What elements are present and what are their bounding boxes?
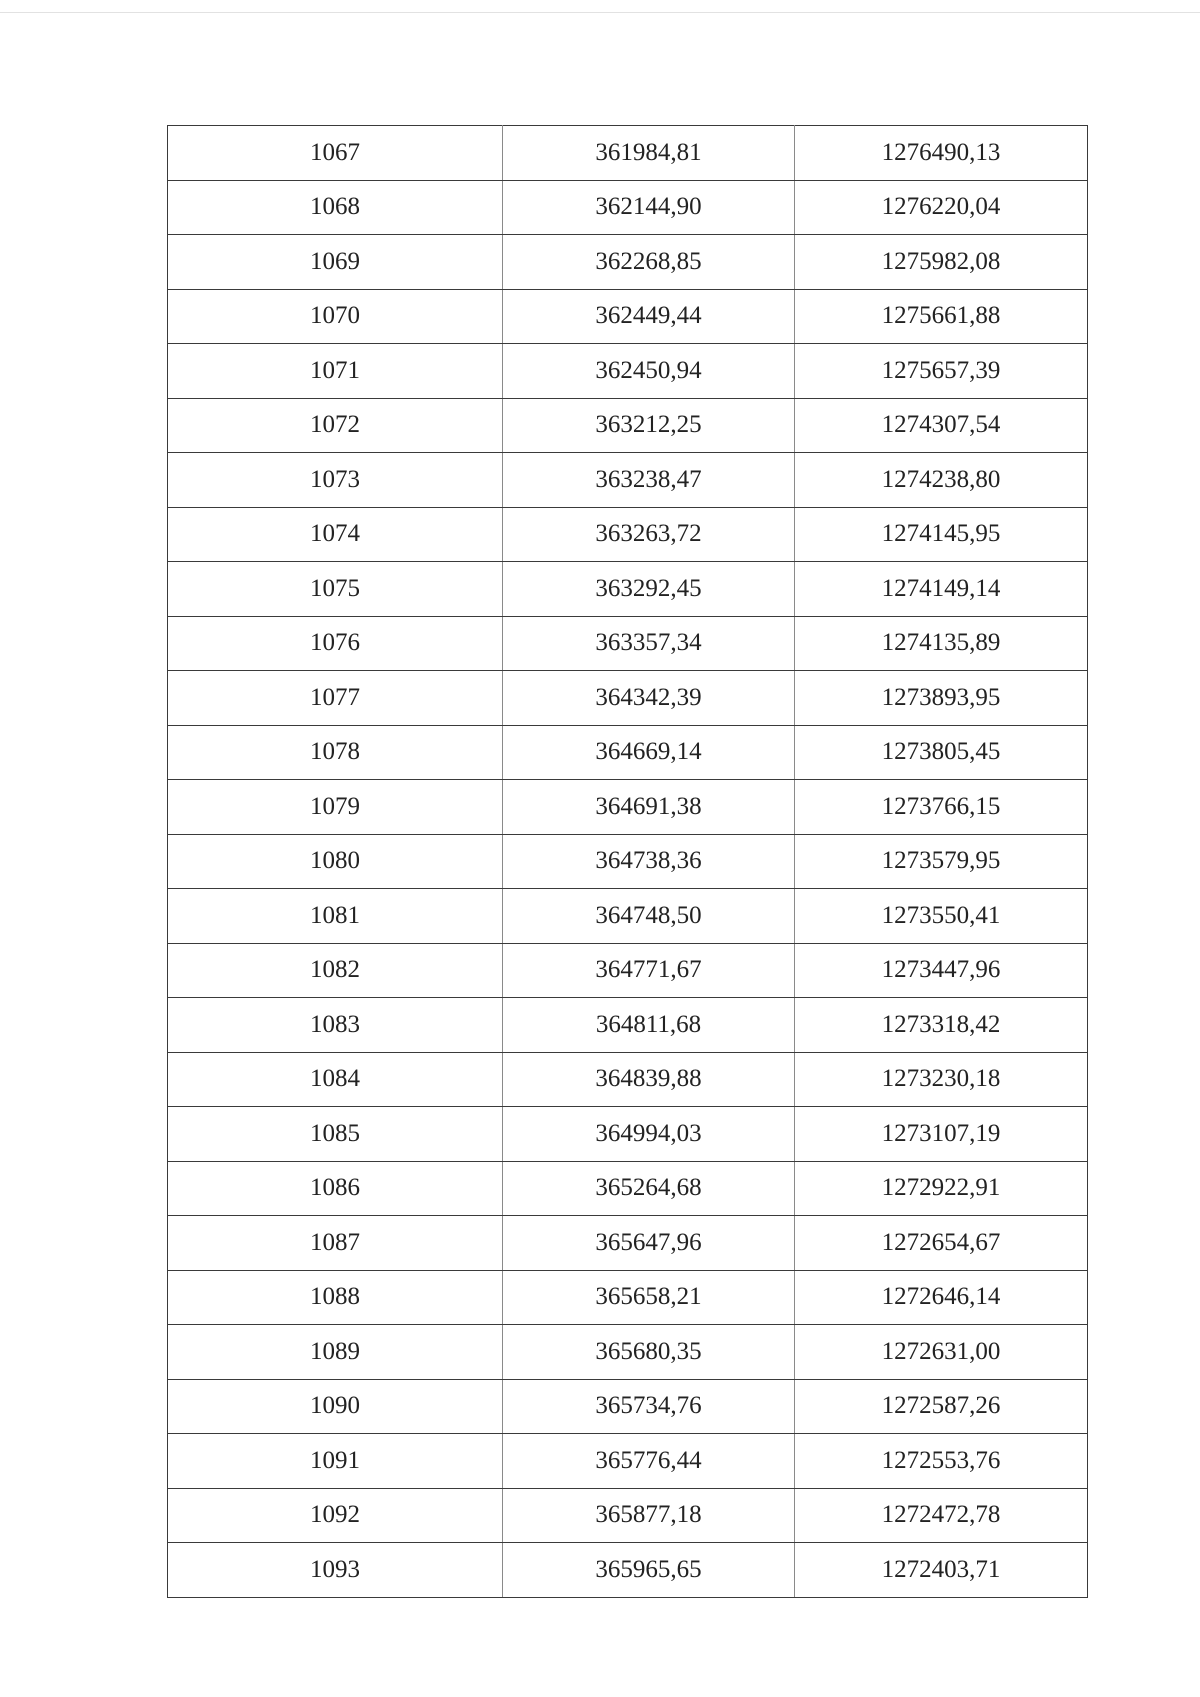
table-row bbox=[168, 671, 1088, 726]
y-coordinate-cell: 1274135,89 bbox=[795, 616, 1088, 671]
point-number-cell: 1081 bbox=[168, 889, 503, 944]
table-row bbox=[168, 943, 1088, 998]
y-coordinate-cell: 1275982,08 bbox=[795, 235, 1088, 290]
table-row bbox=[168, 1270, 1088, 1325]
y-coordinate-cell: 1272631,00 bbox=[795, 1325, 1088, 1380]
table-row bbox=[168, 998, 1088, 1053]
point-number-cell: 1076 bbox=[168, 616, 503, 671]
point-number-cell: 1071 bbox=[168, 344, 503, 399]
table-row bbox=[168, 1543, 1088, 1598]
x-coordinate-cell: 364994,03 bbox=[503, 1107, 795, 1162]
x-coordinate-cell: 362144,90 bbox=[503, 180, 795, 235]
table-row bbox=[168, 235, 1088, 290]
table-row bbox=[168, 1161, 1088, 1216]
y-coordinate-cell: 1273447,96 bbox=[795, 943, 1088, 998]
x-coordinate-cell: 364811,68 bbox=[503, 998, 795, 1053]
x-coordinate-cell: 365647,96 bbox=[503, 1216, 795, 1271]
x-coordinate-cell: 363357,34 bbox=[503, 616, 795, 671]
y-coordinate-cell: 1273107,19 bbox=[795, 1107, 1088, 1162]
point-number-cell: 1077 bbox=[168, 671, 503, 726]
table-row bbox=[168, 889, 1088, 944]
x-coordinate-cell: 365680,35 bbox=[503, 1325, 795, 1380]
x-coordinate-cell: 364691,38 bbox=[503, 780, 795, 835]
point-number-cell: 1088 bbox=[168, 1270, 503, 1325]
y-coordinate-cell: 1273230,18 bbox=[795, 1052, 1088, 1107]
y-coordinate-cell: 1272553,76 bbox=[795, 1434, 1088, 1489]
table-row bbox=[168, 1216, 1088, 1271]
y-coordinate-cell: 1274238,80 bbox=[795, 453, 1088, 508]
x-coordinate-cell: 365965,65 bbox=[503, 1543, 795, 1598]
y-coordinate-cell: 1275661,88 bbox=[795, 289, 1088, 344]
y-coordinate-cell: 1273579,95 bbox=[795, 834, 1088, 889]
table-row bbox=[168, 834, 1088, 889]
y-coordinate-cell: 1274149,14 bbox=[795, 562, 1088, 617]
point-number-cell: 1070 bbox=[168, 289, 503, 344]
point-number-cell: 1074 bbox=[168, 507, 503, 562]
x-coordinate-cell: 362268,85 bbox=[503, 235, 795, 290]
table-row bbox=[168, 344, 1088, 399]
x-coordinate-cell: 363292,45 bbox=[503, 562, 795, 617]
y-coordinate-cell: 1275657,39 bbox=[795, 344, 1088, 399]
point-number-cell: 1093 bbox=[168, 1543, 503, 1598]
x-coordinate-cell: 365264,68 bbox=[503, 1161, 795, 1216]
point-number-cell: 1068 bbox=[168, 180, 503, 235]
x-coordinate-cell: 364342,39 bbox=[503, 671, 795, 726]
y-coordinate-cell: 1272587,26 bbox=[795, 1379, 1088, 1434]
x-coordinate-cell: 362450,94 bbox=[503, 344, 795, 399]
y-coordinate-cell: 1276490,13 bbox=[795, 126, 1088, 181]
point-number-cell: 1087 bbox=[168, 1216, 503, 1271]
point-number-cell: 1069 bbox=[168, 235, 503, 290]
point-number-cell: 1084 bbox=[168, 1052, 503, 1107]
point-number-cell: 1080 bbox=[168, 834, 503, 889]
table-row bbox=[168, 1434, 1088, 1489]
x-coordinate-cell: 364771,67 bbox=[503, 943, 795, 998]
table-row bbox=[168, 453, 1088, 508]
y-coordinate-cell: 1272646,14 bbox=[795, 1270, 1088, 1325]
y-coordinate-cell: 1272654,67 bbox=[795, 1216, 1088, 1271]
table-row bbox=[168, 1107, 1088, 1162]
y-coordinate-cell: 1273318,42 bbox=[795, 998, 1088, 1053]
x-coordinate-cell: 361984,81 bbox=[503, 126, 795, 181]
table-row bbox=[168, 1488, 1088, 1543]
point-number-cell: 1067 bbox=[168, 126, 503, 181]
x-coordinate-cell: 365658,21 bbox=[503, 1270, 795, 1325]
x-coordinate-cell: 364738,36 bbox=[503, 834, 795, 889]
table-row bbox=[168, 398, 1088, 453]
y-coordinate-cell: 1273550,41 bbox=[795, 889, 1088, 944]
y-coordinate-cell: 1273805,45 bbox=[795, 725, 1088, 780]
point-number-cell: 1073 bbox=[168, 453, 503, 508]
point-number-cell: 1085 bbox=[168, 1107, 503, 1162]
table-row bbox=[168, 562, 1088, 617]
x-coordinate-cell: 363238,47 bbox=[503, 453, 795, 508]
y-coordinate-cell: 1272922,91 bbox=[795, 1161, 1088, 1216]
point-number-cell: 1091 bbox=[168, 1434, 503, 1489]
y-coordinate-cell: 1274145,95 bbox=[795, 507, 1088, 562]
x-coordinate-cell: 365877,18 bbox=[503, 1488, 795, 1543]
table-row bbox=[168, 507, 1088, 562]
point-number-cell: 1092 bbox=[168, 1488, 503, 1543]
coordinates-table bbox=[167, 125, 1088, 1598]
x-coordinate-cell: 363263,72 bbox=[503, 507, 795, 562]
x-coordinate-cell: 365776,44 bbox=[503, 1434, 795, 1489]
y-coordinate-cell: 1272403,71 bbox=[795, 1543, 1088, 1598]
y-coordinate-cell: 1276220,04 bbox=[795, 180, 1088, 235]
x-coordinate-cell: 364748,50 bbox=[503, 889, 795, 944]
y-coordinate-cell: 1273893,95 bbox=[795, 671, 1088, 726]
point-number-cell: 1078 bbox=[168, 725, 503, 780]
point-number-cell: 1090 bbox=[168, 1379, 503, 1434]
point-number-cell: 1075 bbox=[168, 562, 503, 617]
x-coordinate-cell: 365734,76 bbox=[503, 1379, 795, 1434]
x-coordinate-cell: 362449,44 bbox=[503, 289, 795, 344]
table-row bbox=[168, 616, 1088, 671]
coordinates-table-body bbox=[168, 126, 1088, 1598]
table-row bbox=[168, 289, 1088, 344]
table-row bbox=[168, 725, 1088, 780]
scan-top-edge bbox=[0, 12, 1200, 13]
point-number-cell: 1086 bbox=[168, 1161, 503, 1216]
table-row bbox=[168, 126, 1088, 181]
point-number-cell: 1083 bbox=[168, 998, 503, 1053]
point-number-cell: 1072 bbox=[168, 398, 503, 453]
x-coordinate-cell: 364839,88 bbox=[503, 1052, 795, 1107]
table-row bbox=[168, 180, 1088, 235]
table-row bbox=[168, 1379, 1088, 1434]
table-row bbox=[168, 1325, 1088, 1380]
x-coordinate-cell: 364669,14 bbox=[503, 725, 795, 780]
y-coordinate-cell: 1273766,15 bbox=[795, 780, 1088, 835]
point-number-cell: 1082 bbox=[168, 943, 503, 998]
table-row bbox=[168, 780, 1088, 835]
table-row bbox=[168, 1052, 1088, 1107]
point-number-cell: 1079 bbox=[168, 780, 503, 835]
y-coordinate-cell: 1272472,78 bbox=[795, 1488, 1088, 1543]
point-number-cell: 1089 bbox=[168, 1325, 503, 1380]
y-coordinate-cell: 1274307,54 bbox=[795, 398, 1088, 453]
x-coordinate-cell: 363212,25 bbox=[503, 398, 795, 453]
